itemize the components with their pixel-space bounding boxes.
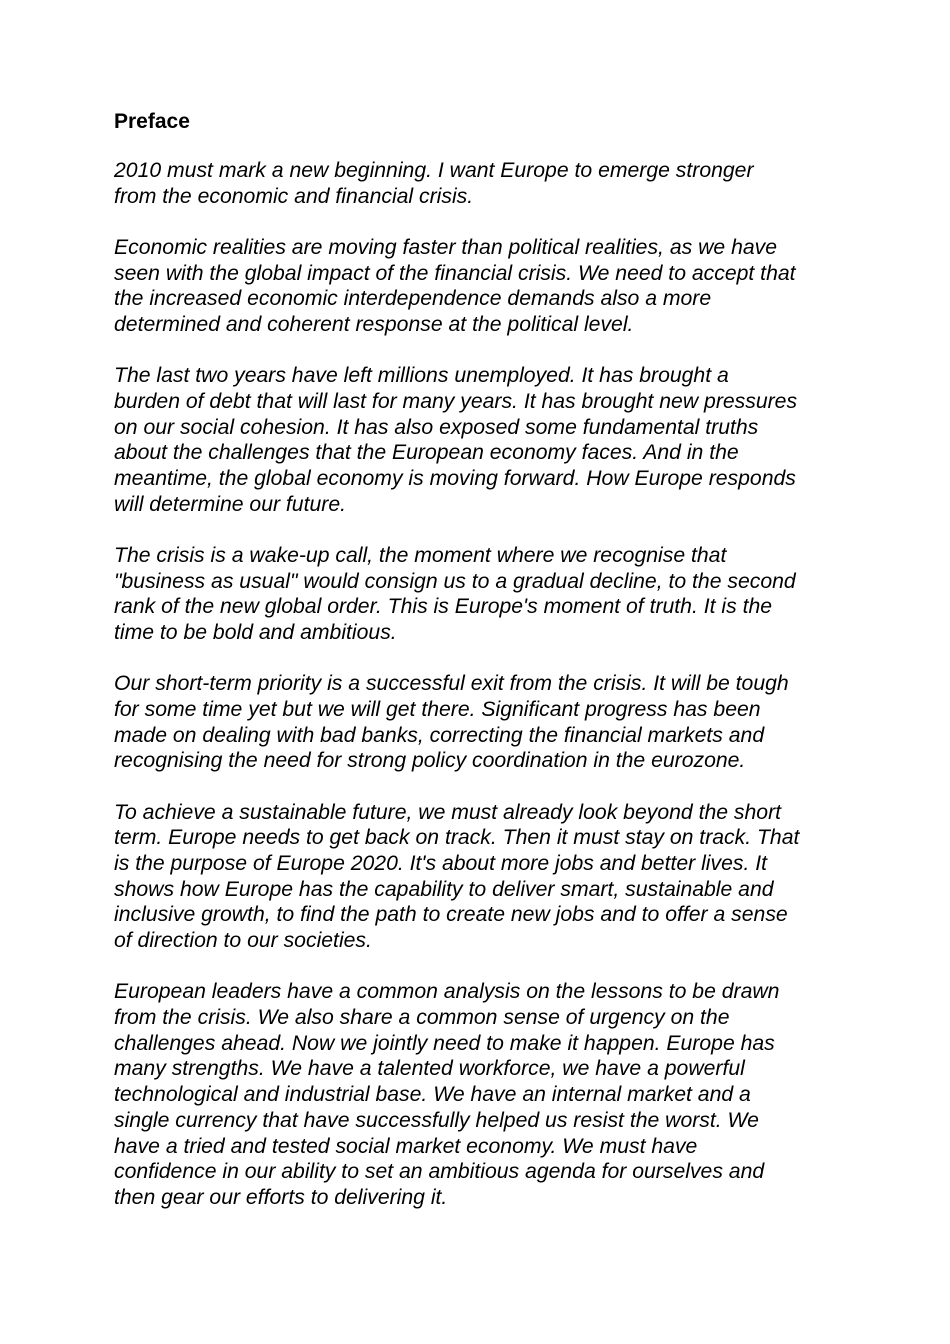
body-paragraph [114,158,844,209]
body-paragraph [114,671,844,774]
text-line: confidence in our ability to set an ambitious agenda for ourselves and [114,1160,765,1184]
text-line: about the challenges that the European economy faces. And in the [114,441,739,465]
text-line: challenges ahead. Now we jointly need to make it happen. Europe has [114,1031,775,1055]
text-line: rank of the new global order. This is Europe's moment of truth. It is the [114,595,773,619]
body-paragraph [114,363,844,517]
text-line: 2010 must mark a new beginning. I want Europe to emerge stronger [114,159,754,182]
text-line: from the crisis. We also share a common sense of urgency on the [114,1005,730,1029]
text-line: of direction to our societies. [114,929,372,953]
text-line: from the economic and financial crisis. [114,184,474,208]
text-line: have a tried and tested social market economy. We must have [114,1134,698,1158]
document-page [114,108,844,1236]
text-line: single currency that have successfully helped us resist the worst. We [114,1108,759,1132]
text-line: inclusive growth, to find the path to create new jobs and to offer a sense [114,903,788,927]
body-paragraph [114,543,844,646]
text-line: Economic realities are moving faster than political realities, as we have [114,235,778,259]
text-line: recognising the need for strong policy coordination in the eurozone. [114,749,746,773]
text-line: made on dealing with bad banks, correcting the financial markets and [114,723,765,747]
text-line: European leaders have a common analysis on the lessons to be drawn [114,980,780,1004]
section-heading: Preface [114,110,190,133]
text-line: Our short-term priority is a successful exit from the crisis. It will be tough [114,672,789,696]
paragraph-list [114,158,844,1211]
body-paragraph [114,800,844,954]
text-line: technological and industrial base. We have an internal market and a [114,1083,751,1107]
text-line: is the purpose of Europe 2020. It's about more jobs and better lives. It [114,851,768,875]
text-line: for some time yet but we will get there. Significant progress has been [114,697,761,721]
text-line: on our social cohesion. It has also exposed some fundamental truths [114,415,759,439]
text-line: "business as usual" would consign us to a gradual decline, to the second [114,569,796,593]
text-line: seen with the global impact of the financial crisis. We need to accept that [114,261,796,285]
text-line: will determine our future. [114,492,346,516]
text-line: burden of debt that will last for many years. It has brought new pressures [114,389,798,413]
text-line: the increased economic interdependence demands also a more [114,287,712,311]
text-line: The last two years have left millions unemployed. It has brought a [114,364,729,388]
text-line: time to be bold and ambitious. [114,621,397,645]
text-line: To achieve a sustainable future, we must already look beyond the short [114,800,782,824]
text-line: shows how Europe has the capability to deliver smart, sustainable and [114,877,774,901]
body-paragraph [114,235,844,338]
text-line: determined and coherent response at the political level. [114,313,634,337]
text-line: term. Europe needs to get back on track. Then it must stay on track. That [114,826,800,850]
body-paragraph [114,979,844,1210]
text-line: then gear our efforts to delivering it. [114,1185,448,1209]
text-line: meantime, the global economy is moving forward. How Europe responds [114,467,796,491]
text-line: The crisis is a wake-up call, the moment where we recognise that [114,543,727,567]
text-line: many strengths. We have a talented workforce, we have a powerful [114,1057,745,1081]
